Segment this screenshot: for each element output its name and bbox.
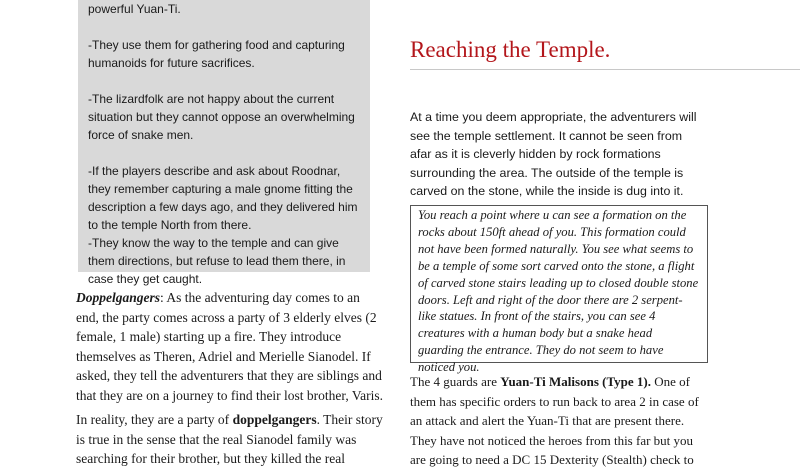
sidebar-box	[78, 0, 370, 286]
reality-before: In reality, they are a party of	[76, 412, 233, 427]
section-heading: Reaching the Temple.	[410, 37, 611, 62]
sidebar-item: -The lizardfolk are not happy about the current situation but they cannot oppose an overwhelming force of snake men.	[88, 92, 355, 142]
guards-before: The 4 guards are	[410, 374, 501, 389]
heading-divider	[410, 69, 800, 70]
reality-paragraph	[76, 410, 386, 469]
read-aloud-text: You reach a point where u can see a formation on the rocks about 150ft ahead of you. This formation could not have been formed naturally. You see what seems to be a temple of some sort carved onto the stone, a flight of carved stone stairs leading up to closed double stone doors. Left and right of the door there are 2 serpent-like statues. In front of the stairs, you can see 4 creatures with a human body but a snake head guarding the entrance. They do not seem to have noticed you.	[418, 208, 699, 375]
read-aloud-box	[410, 205, 708, 375]
sidebar-lead: powerful Yuan-Ti.	[88, 2, 181, 16]
intro-paragraph: At a time you deem appropriate, the adventurers will see the temple settlement. It cannot be seen from afar as it is cleverly hidden by rock formations surrounding the area. The outside of the temple is carved on the stone, while the inside is dug into it.	[410, 110, 697, 198]
doppelgangers-paragraph	[76, 288, 386, 405]
guards-paragraph	[410, 372, 710, 470]
guards-bold: Yuan-Ti Malisons (Type 1).	[500, 374, 651, 389]
sidebar-item: -If the players describe and ask about Roodnar, they remember capturing a male gnome fitting the description a few days ago, and they delivered him to the temple North from there.	[88, 164, 358, 232]
doppelgangers-term: Doppelgangers	[76, 290, 160, 305]
sidebar-item: -They use them for gathering food and capturing humanoids for future sacrifices.	[88, 38, 345, 70]
reality-bold: doppelgangers	[232, 412, 317, 427]
reality-after: . Their story is true in the sense that the real Sianodel family was searching for their brother, but they killed the real	[76, 412, 383, 466]
doppelgangers-text: : As the adventuring day comes to an end, the party comes across a party of 3 elderly elves (2 female, 1 male) starting up a fire. They introduce themselves as Theren, Adriel and Merielle Sianodel. If asked, they tell the adventurers that they are siblings and that they are on a journey to find their lost brother, Varis.	[76, 290, 384, 403]
sidebar-item: -They know the way to the temple and can give them directions, but refuse to lead them there, in case they get caught.	[88, 236, 346, 286]
guards-after: One of them has specific orders to run back to area 2 in case of an attack and alert the Yuan-Ti that are present there. They have not noticed the heroes from this far but you are going to need a DC 15 Dexterity (Stealth) check to	[410, 374, 699, 467]
